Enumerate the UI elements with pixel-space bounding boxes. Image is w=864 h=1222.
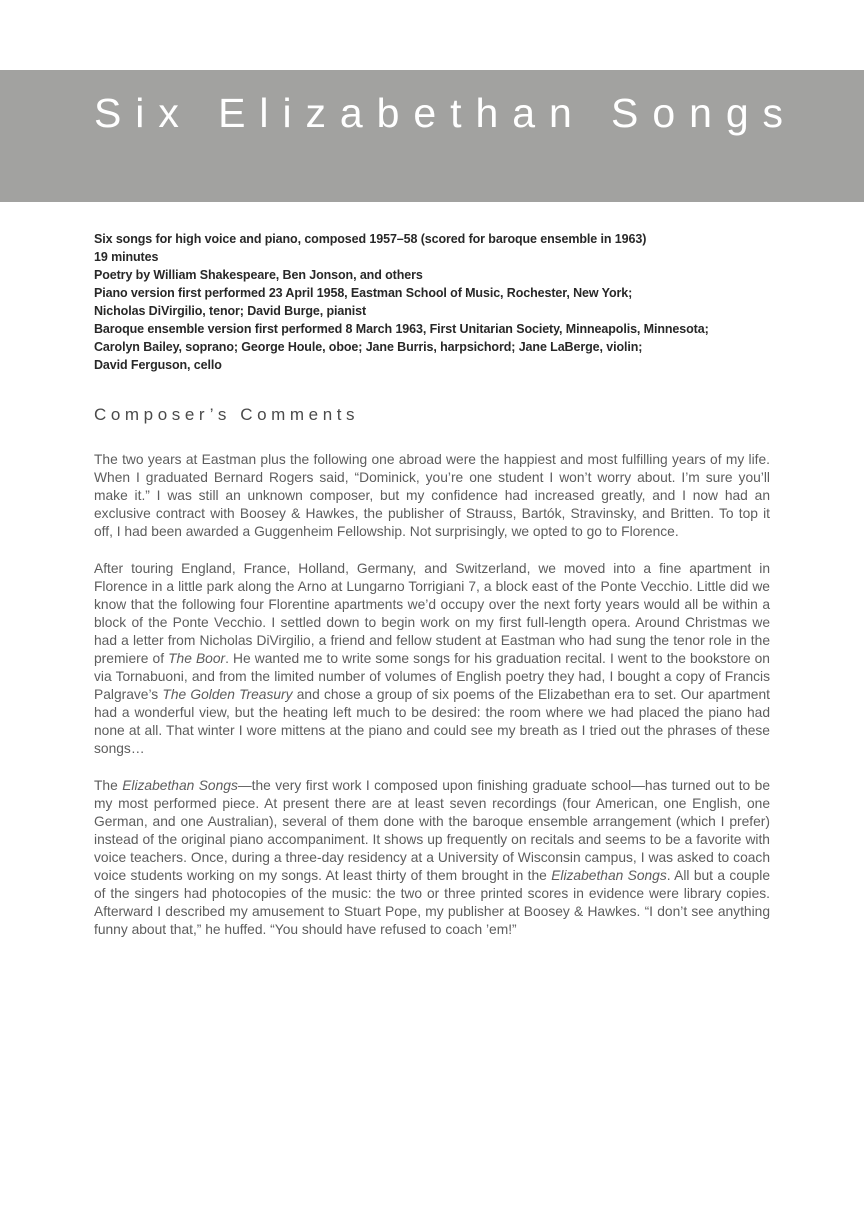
work-detail-line: David Ferguson, cello: [94, 358, 222, 372]
page-title: Six Elizabethan Songs: [94, 90, 797, 136]
work-detail-line: Nicholas DiVirgilio, tenor; David Burge, pianist: [94, 304, 367, 318]
work-detail-line: Baroque ensemble version first performed 8 March 1963, First Unitarian Society, Minneapolis, Minnesota;: [94, 322, 709, 336]
page-content: [0, 230, 864, 939]
work-detail-line: Poetry by William Shakespeare, Ben Jonson, and others: [94, 268, 423, 282]
comments-paragraph-1: The two years at Eastman plus the following one abroad were the happiest and most fulfilling years of my life. When I graduated Bernard Rogers said, “Dominick, you’re one student I won’t worry about. I’m sure you’ll make it.” I was still an unknown composer, but my confidence had increased greatly, and I now had an exclusive contract with Boosey & Hawkes, the publisher of Strauss, Bartók, Stravinsky, and Britten. To top it off, I had been awarded a Guggenheim Fellowship. Not surprisingly, we opted to go to Florence.: [94, 452, 770, 539]
page: [0, 70, 864, 1222]
work-detail-line: Piano version first performed 23 April 1958, Eastman School of Music, Rochester, New York;: [94, 286, 633, 300]
work-detail-line: 19 minutes: [94, 250, 159, 264]
comments-paragraph-3: The Elizabethan Songs—the very first work I composed upon finishing graduate school—has turned out to be my most performed piece. At present there are at least seven recordings (four American, one English, one German, and one Australian), several of them done with the baroque ensemble arrangement (which I prefer) instead of the original piano accompaniment. It shows up frequently on recitals and seems to be a favorite with voice teachers. Once, during a three-day residency at a University of Wisconsin campus, I was asked to coach voice students working on my songs. At least thirty of them brought in the Elizabethan Songs. All but a couple of the singers had photocopies of the music: the two or three printed scores in evidence were library copies. Afterward I described my amusement to Stuart Pope, my publisher at Boosey & Hawkes. “I don’t see anything funny about that,” he huffed. “You should have refused to coach ’em!”: [94, 778, 771, 937]
comments-paragraph-2: After touring England, France, Holland, Germany, and Switzerland, we moved into a fine apartment in Florence in a little park along the Arno at Lungarno Torrigiani 7, a block east of the Ponte Vecchio. Little did we know that the following four Florentine apartments we’d occupy over the next forty years would all be within a block of the Ponte Vecchio. I settled down to begin work on my first full-length opera. Around Christmas we had a letter from Nicholas DiVirgilio, a friend and fellow student at Eastman who had sung the tenor role in the premiere of The Boor. He wanted me to write some songs for his graduation recital. I went to the bookstore on via Tornabuoni, and from the limited number of volumes of English poetry they had, I bought a copy of Francis Palgrave’s The Golden Treasury and chose a group of six poems of the Elizabethan era to set. Our apartment had a wonderful view, but the heating left much to be desired: the room where we had placed the piano had none at all. That winter I wore mittens at the piano and could see my breath as I tried out the phrases of these songs…: [94, 561, 770, 756]
work-detail-line: Carolyn Bailey, soprano; George Houle, oboe; Jane Burris, harpsichord; Jane LaBerge, violin;: [94, 340, 643, 354]
work-details: [94, 230, 770, 374]
composer-comments: [94, 451, 770, 939]
work-detail-line: Six songs for high voice and piano, composed 1957–58 (scored for baroque ensemble in 1963): [94, 232, 647, 246]
section-heading: Composer’s Comments: [94, 405, 360, 424]
title-banner: [0, 70, 864, 202]
